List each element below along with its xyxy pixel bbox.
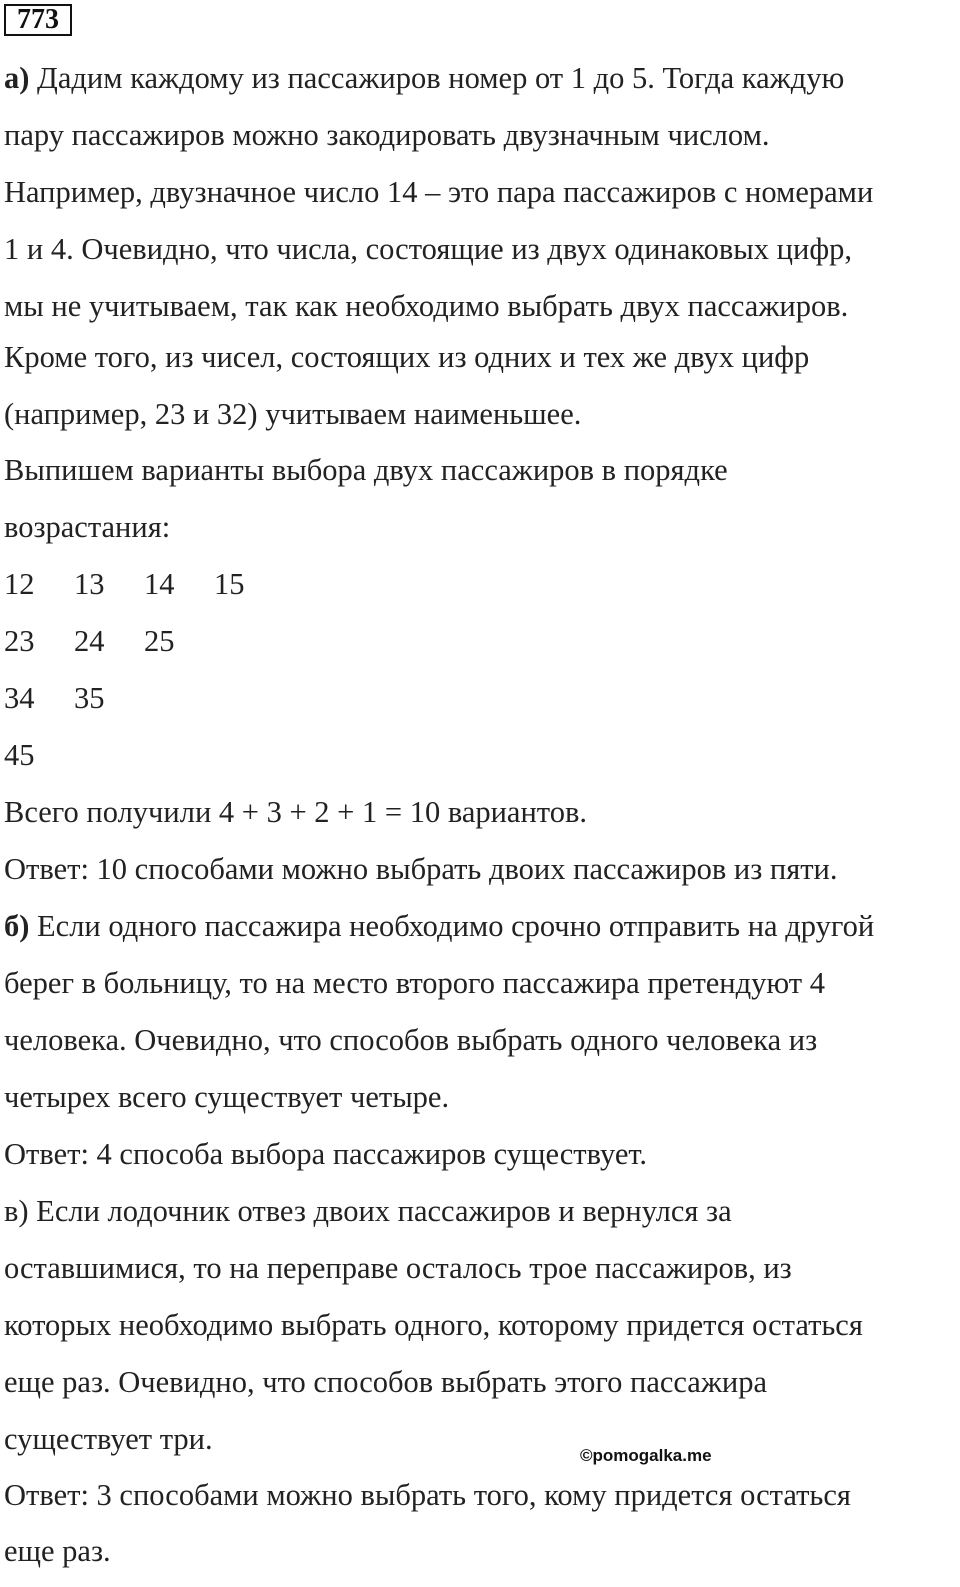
pair-number: 25 (144, 624, 175, 658)
pair-number: 34 (4, 681, 35, 715)
watermark: ©pomogalka.me (580, 1446, 712, 1465)
part-b-line-1 (4, 908, 874, 944)
part-c-line-1: в) Если лодочник отвез двоих пассажиров и вернулся за (4, 1194, 732, 1228)
part-a-line-4: 1 и 4. Очевидно, что числа, состоящие из двух одинаковых цифр, (4, 232, 852, 266)
pairs-row-1 (4, 566, 284, 602)
part-c-line-5: существует три. (4, 1422, 213, 1456)
pair-number: 15 (214, 567, 245, 601)
pairs-row-4 (4, 737, 74, 773)
part-a-line-1 (4, 60, 844, 96)
part-a-answer: Ответ: 10 способами можно выбрать двоих пассажиров из пяти. (4, 852, 838, 886)
part-b-line-2: берег в больницу, то на место второго пассажира претендуют 4 (4, 966, 825, 1000)
part-b-text: Если одного пассажира необходимо срочно отправить на другой (29, 909, 875, 943)
part-a-line-3: Например, двузначное число 14 – это пара пассажиров с номерами (4, 175, 874, 209)
part-a-line-8: Выпишем варианты выбора двух пассажиров в порядке (4, 453, 728, 487)
pair-number: 24 (74, 624, 105, 658)
pair-number: 14 (144, 567, 175, 601)
pair-number: 23 (4, 624, 35, 658)
part-a-line-6: Кроме того, из чисел, состоящих из одних и тех же двух цифр (4, 340, 810, 374)
part-b-answer: Ответ: 4 способа выбора пассажиров существует. (4, 1137, 648, 1171)
part-c-line-2: оставшимися, то на переправе осталось трое пассажиров, из (4, 1251, 792, 1285)
pair-number: 35 (74, 681, 105, 715)
part-c-line-4: еще раз. Очевидно, что способов выбрать этого пассажира (4, 1365, 768, 1399)
part-a-line-7: (например, 23 и 32) учитываем наименьшее. (4, 397, 582, 431)
part-b-line-4: четырех всего существует четыре. (4, 1080, 450, 1114)
part-b-line-3: человека. Очевидно, что способов выбрать одного человека из (4, 1023, 818, 1057)
part-a-line-2: пару пассажиров можно закодировать двузначным числом. (4, 118, 770, 152)
pair-number: 45 (4, 738, 35, 772)
part-a-line-5: мы не учитываем, так как необходимо выбрать двух пассажиров. (4, 289, 849, 323)
part-a-label: а) (4, 61, 30, 95)
part-a-text: Дадим каждому из пассажиров номер от 1 до 5. Тогда каждую (29, 61, 845, 95)
part-c-answer-line-2: еще раз. (4, 1534, 111, 1568)
pair-number: 13 (74, 567, 105, 601)
pairs-row-3 (4, 680, 144, 716)
part-c-line-3: которых необходимо выбрать одного, которому придется остаться (4, 1308, 863, 1342)
part-b-label: б) (4, 909, 30, 943)
part-a-line-9: возрастания: (4, 510, 171, 544)
task-number-badge: 773 (4, 4, 72, 36)
pairs-row-2 (4, 623, 214, 659)
part-a-total: Всего получили 4 + 3 + 2 + 1 = 10 вариантов. (4, 795, 587, 829)
part-c-answer-line-1: Ответ: 3 способами можно выбрать того, кому придется остаться (4, 1478, 851, 1512)
pair-number: 12 (4, 567, 35, 601)
